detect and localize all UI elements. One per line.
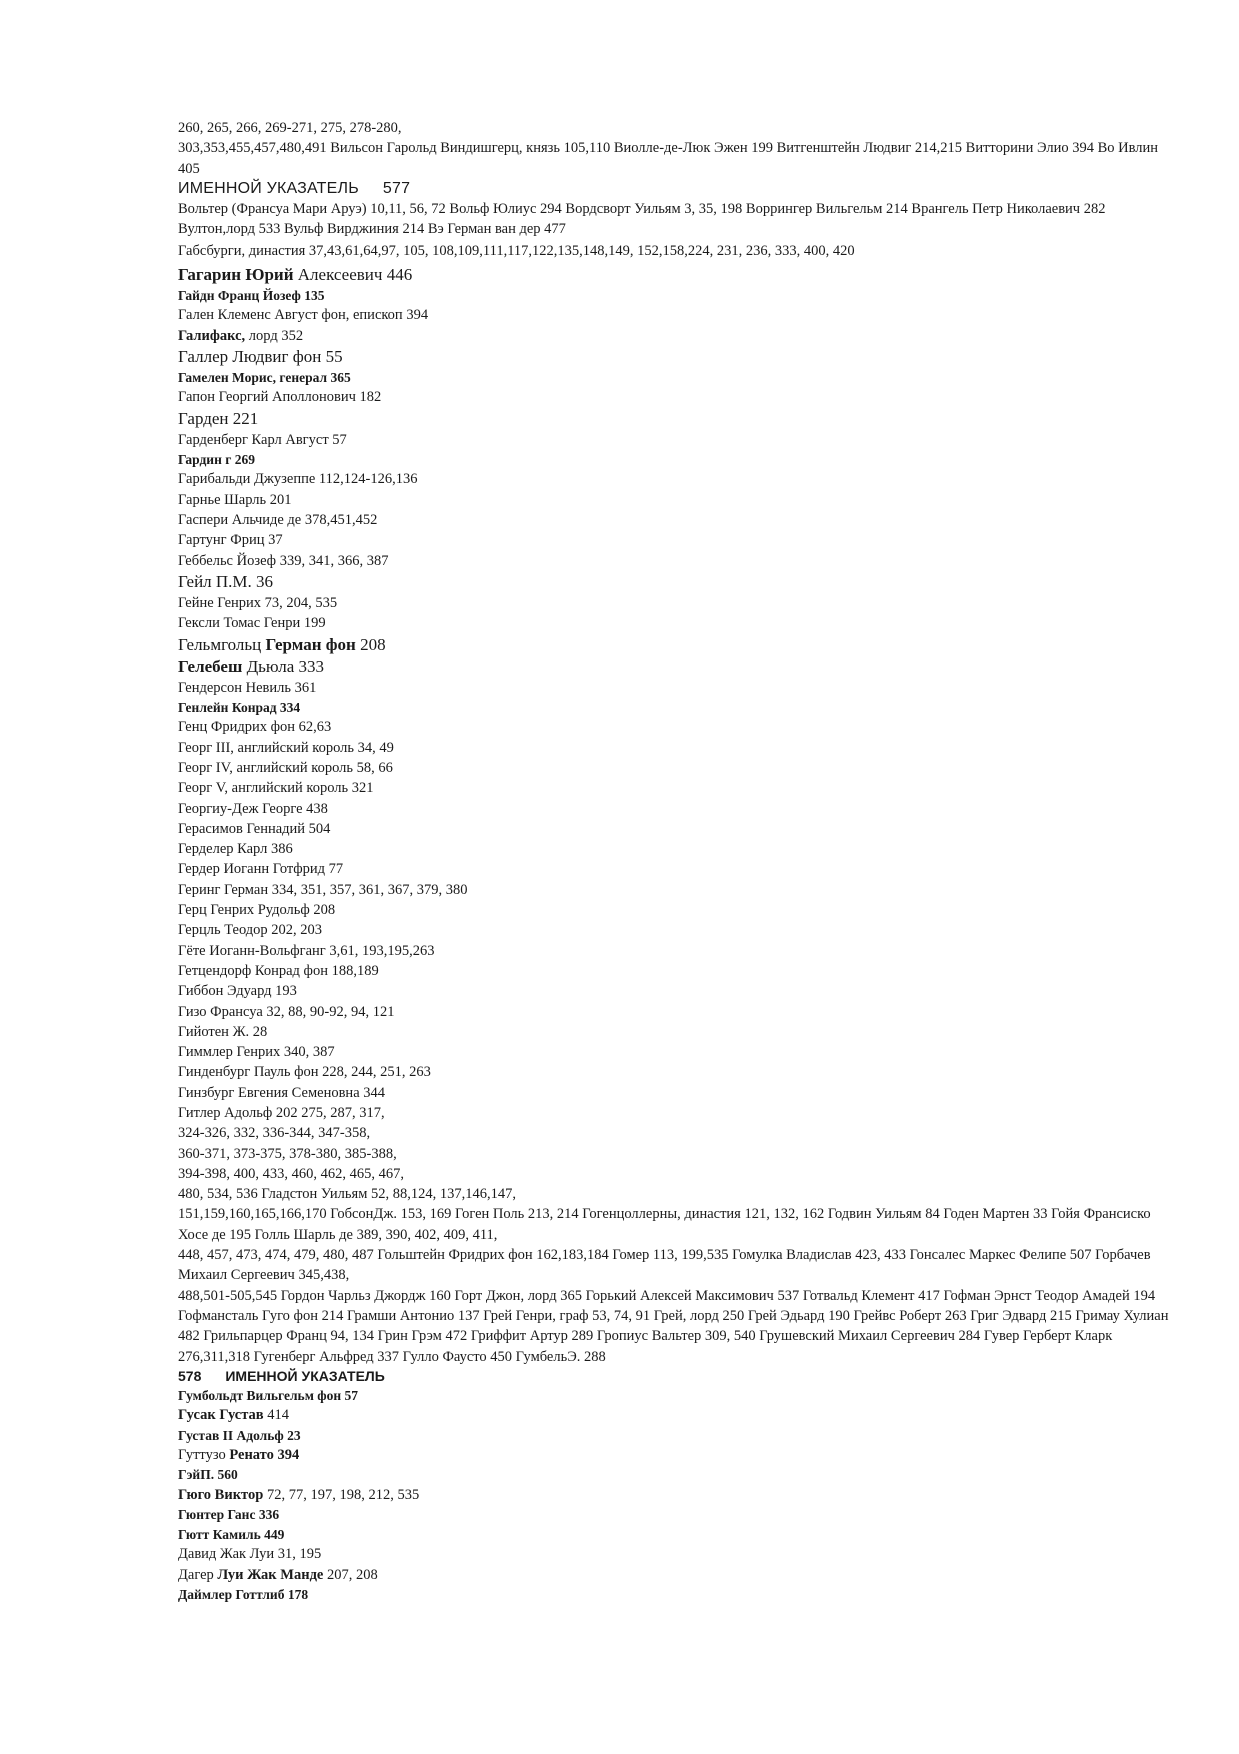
index-entry: Генлейн Конрад 334: [178, 699, 301, 715]
index-entry: Галифакс, лорд 352: [178, 327, 304, 344]
index-line: 151,159,160,165,166,170 ГобсонДж. 153, 169 Гоген Поль 213, 214 Гогенцоллерны, династия 121, 132, 162 Годвин Уильям 84 Годен Мартен 33 Гойя Франсиско Хосе де 195 Голль Шарль де 389, 390, 402, 409, 411,: [178, 1206, 1151, 1243]
index-entry: Гинденбург Пауль фон 228, 244, 251, 263: [178, 1064, 431, 1081]
index-line: Гитлер Адольф 202 275, 287, 317,: [178, 1104, 385, 1121]
index-entry: Герделер Карл 386: [178, 841, 293, 858]
running-header: [178, 1367, 1178, 1386]
page-number: 577: [382, 179, 411, 197]
index-entry: Гетцендорф Конрад фон 188,189: [178, 962, 379, 979]
index-entry: Георг IV, английский король 58, 66: [178, 759, 393, 776]
index-entry: Гагарин Юрий Алексеевич 446: [178, 264, 413, 284]
index-entry: Густав II Адольф 23: [178, 1427, 301, 1443]
index-line: 448, 457, 473, 474, 479, 480, 487 Гольштейн Фридрих фон 162,183,184 Гомер 113, 199,535 Гомулка Владислав 423, 433 Гонсалес Маркес Фелипе 507 Горбачев Михаил Сергеевич 345,438,: [178, 1247, 1151, 1284]
index-line: 394-398, 400, 433, 460, 462, 465, 467,: [178, 1165, 404, 1182]
index-entry: Гинзбург Евгения Семеновна 344: [178, 1084, 386, 1101]
index-entry: Гарден 221: [178, 408, 259, 428]
index-entry: Гален Клеменс Август фон, епископ 394: [178, 307, 429, 324]
index-line: 260, 265, 266, 269-271, 275, 278-280,: [178, 120, 402, 136]
index-entry: Гардин г 269: [178, 451, 255, 467]
index-entry: Георг V, английский король 321: [178, 780, 374, 797]
index-entry: Гайдн Франц Йозеф 135: [178, 287, 325, 303]
index-entry: Гердер Иоганн Готфрид 77: [178, 861, 344, 878]
index-entry: Гарнье Шарль 201: [178, 491, 292, 508]
index-entry: Геринг Герман 334, 351, 357, 361, 367, 379, 380: [178, 881, 468, 898]
index-line: 303,353,455,457,480,491 Вильсон Гарольд Виндишгерц, князь 105,110 Виолле-де-Люк Эжен 199 Витгенштейн Людвиг 214,215 Витторини Элио 394 Во Ивлин 405: [178, 140, 1159, 177]
index-entry: Гюнтер Ганс 336: [178, 1507, 280, 1523]
index-entry: Георг III, английский король 34, 49: [178, 739, 394, 756]
index-entry: Гейл П.М. 36: [178, 571, 274, 591]
index-entry: Гартунг Фриц 37: [178, 532, 283, 549]
index-entry: Герц Генрих Рудольф 208: [178, 902, 336, 919]
index-entry: Генц Фридрих фон 62,63: [178, 719, 332, 736]
index-entry: Геббельс Йозеф 339, 341, 366, 387: [178, 552, 389, 569]
index-entry: Гаспери Альчиде де 378,451,452: [178, 512, 378, 529]
index-entry: Гексли Томас Генри 199: [178, 615, 326, 632]
index-entry: Гиммлер Генрих 340, 387: [178, 1044, 335, 1061]
index-entry: Гусак Густав 414: [178, 1407, 289, 1424]
index-line: 360-371, 373-375, 378-380, 385-388,: [178, 1145, 397, 1162]
index-entry: Гелебеш Дьюла 333: [178, 656, 324, 676]
index-page: [178, 118, 1178, 1604]
header-title: ИМЕННОЙ УКАЗАТЕЛЬ: [225, 1367, 385, 1384]
index-line: Габсбурги, династия 37,43,61,64,97, 105, 108,109,111,117,122,135,148,149, 152,158,224, 231, 236, 333, 400, 420: [178, 243, 855, 260]
page-number: 578: [178, 1367, 202, 1384]
index-entry: Даймлер Готтлиб 178: [178, 1586, 309, 1602]
header-title: ИМЕННОЙ УКАЗАТЕЛЬ: [178, 179, 359, 197]
index-entry: Гейне Генрих 73, 204, 535: [178, 594, 338, 611]
index-entry: Гийотен Ж. 28: [178, 1023, 268, 1040]
index-entry: Гарденберг Карл Август 57: [178, 431, 347, 448]
index-entry: Гарибальди Джузеппе 112,124-126,136: [178, 471, 418, 488]
running-header: [178, 179, 1178, 199]
index-line: 324-326, 332, 336-344, 347-358,: [178, 1125, 371, 1142]
index-entry: Давид Жак Луи 31, 195: [178, 1546, 322, 1563]
index-entry: Гиббон Эдуард 193: [178, 983, 297, 1000]
index-entry: Гамелен Морис, генерал 365: [178, 369, 351, 385]
index-entry: Дагер Луи Жак Манде 207, 208: [178, 1566, 378, 1583]
index-entry: Гельмгольц Герман фон 208: [178, 634, 386, 654]
index-entry: Гёте Иоганн-Вольфганг 3,61, 193,195,263: [178, 942, 435, 959]
index-entry: Гизо Франсуа 32, 88, 90-92, 94, 121: [178, 1003, 395, 1020]
index-line: Вольтер (Франсуа Мари Аруэ) 10,11, 56, 72 Вольф Юлиус 294 Вордсворт Уильям 3, 35, 198 Воррингер Вильгельм 214 Врангель Петр Николаевич 282 Вултон,лорд 533 Вульф Вирджиния 214 Вэ Герман ван дер 477: [178, 200, 1106, 238]
index-line: 480, 534, 536 Гладстон Уильям 52, 88,124, 137,146,147,: [178, 1186, 517, 1203]
index-entry: Герцль Теодор 202, 203: [178, 922, 323, 939]
index-line: 488,501-505,545 Гордон Чарльз Джордж 160 Горт Джон, лорд 365 Горький Алексей Максимович 537 Готвальд Клемент 417 Гофман Эрнст Теодор Амадей 194 Гофмансталь Гуго фон 214 Грамши Антонио 137 Грей Генри, граф 53, 74, 91 Грей, лорд 250 Грей Эдьард 190 Грейвс Роберт 263 Григ Эдвард 215 Гримау Хулиан 482 Грильпарцер Франц 94, 134 Грин Грэм 472 Гриффит Артур 289 Гропиус Вальтер 309, 540 Грушевский Михаил Сергеевич 284 Гувер Герберт Кларк 276,311,318 Гугенберг Альфред 337 Гулло Фаусто 450 ГумбельЭ. 288: [178, 1287, 1169, 1365]
index-entry: Гютт Камиль 449: [178, 1526, 285, 1542]
index-entry: Гумбольдт Вильгельм фон 57: [178, 1387, 359, 1403]
index-entry: Гендерсон Невиль 361: [178, 679, 317, 696]
index-entry: Гапон Георгий Аполлонович 182: [178, 389, 382, 406]
index-entry: Гуттузо Ренато 394: [178, 1447, 300, 1464]
index-entry: Гюго Виктор 72, 77, 197, 198, 212, 535: [178, 1486, 420, 1503]
index-entry: Галлер Людвиг фон 55: [178, 346, 343, 366]
index-entry: Герасимов Геннадий 504: [178, 820, 331, 837]
index-entry: Георгиу-Деж Георге 438: [178, 800, 328, 817]
index-entry: ГэйП. 560: [178, 1467, 238, 1483]
